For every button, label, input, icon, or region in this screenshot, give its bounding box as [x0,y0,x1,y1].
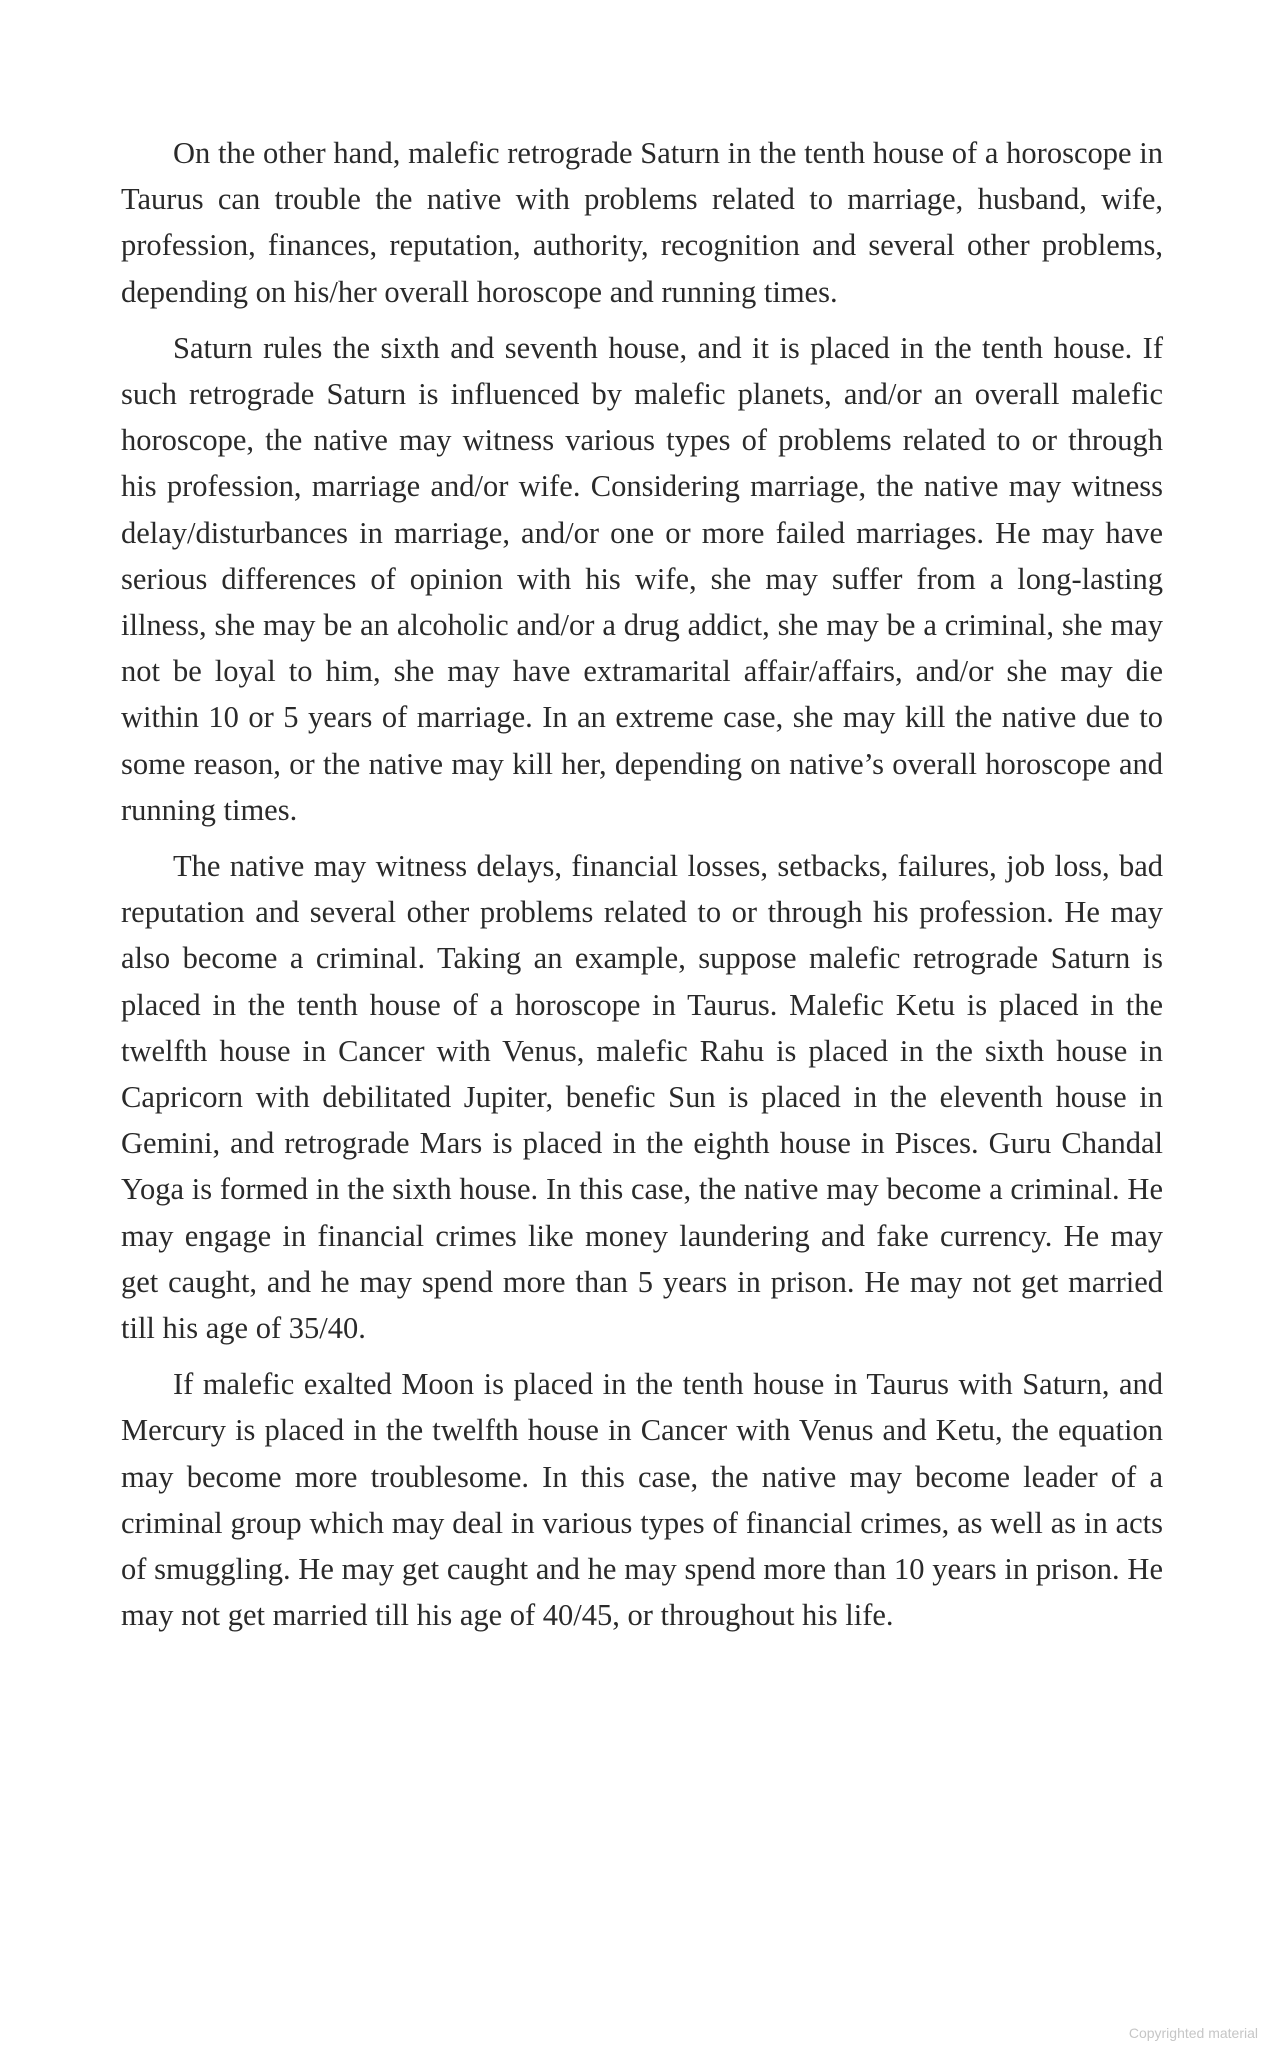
paragraph-2: Saturn rules the sixth and seventh house, and it is placed in the tenth house. If such retrograde Saturn is influenced by malefic planets, and/or an overall malefic horoscope, the native may witness various types of problems related to or through his profession, marriage and/or wife. Considering marriage, the native may witness delay/disturbances in marriage, and/or one or more failed marriages. He may have serious differences of opinion with his wife, she may suffer from a long-lasting illness, she may be an alcoholic and/or a drug addict, she may be a criminal, she may not be loyal to him, she may have extramarital affair/affairs, and/or she may die within 10 or 5 years of marriage. In an extreme case, she may kill the native due to some reason, or the native may kill her, depending on native’s overall horoscope and running times. [121,330,1163,827]
page-body [121,130,1163,1649]
paragraph-1: On the other hand, malefic retrograde Saturn in the tenth house of a horoscope in Taurus can trouble the native with problems related to marriage, husband, wife, profession, finances, reputation, authority, recognition and several other problems, depending on his/her overall horoscope and running times. [121,136,1163,309]
paragraph-3: The native may witness delays, financial losses, setbacks, failures, job loss, bad reputation and several other problems related to or through his profession. He may also become a criminal. Taking an example, suppose malefic retrograde Saturn is placed in the tenth house of a horoscope in Taurus. Malefic Ketu is placed in the twelfth house in Cancer with Venus, malefic Rahu is placed in the sixth house in Capricorn with debilitated Jupiter, benefic Sun is placed in the eleventh house in Gemini, and retrograde Mars is placed in the eighth house in Pisces. Guru Chandal Yoga is formed in the sixth house. In this case, the native may become a criminal. He may engage in financial crimes like money laundering and fake currency. He may get caught, and he may spend more than 5 years in prison. He may not get married till his age of 35/40. [121,849,1163,1346]
paragraph-4: If malefic exalted Moon is placed in the tenth house in Taurus with Saturn, and Mercury is placed in the twelfth house in Cancer with Venus and Ketu, the equation may become more troublesome. In this case, the native may become leader of a criminal group which may deal in various types of financial crimes, as well as in acts of smuggling. He may get caught and he may spend more than 10 years in prison. He may not get married till his age of 40/45, or throughout his life. [121,1367,1163,1633]
copyright-note: Copyrighted material [1128,2025,1258,2041]
